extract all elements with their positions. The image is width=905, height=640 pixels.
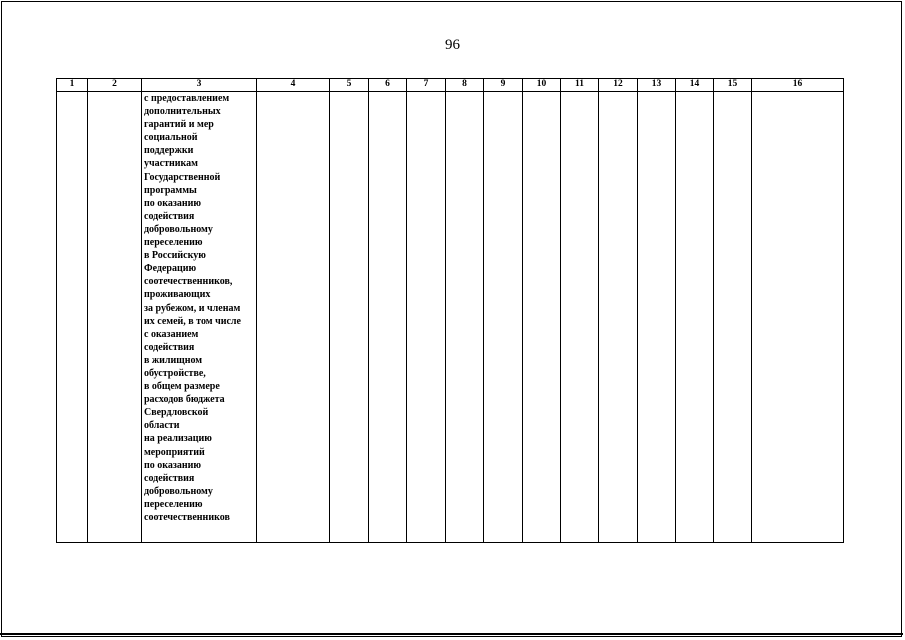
col-header-13: 13 xyxy=(638,79,676,92)
header-row xyxy=(57,79,844,92)
cell-col-8 xyxy=(446,92,484,543)
text-line: проживающих xyxy=(144,289,211,301)
page-number: 96 xyxy=(445,37,460,53)
text-line: на реализацию xyxy=(144,433,212,445)
col-header-6: 6 xyxy=(369,79,407,92)
text-line: содействия xyxy=(144,210,195,222)
text-line: по оказанию xyxy=(144,197,202,209)
cell-col-12 xyxy=(599,92,638,543)
col-header-2: 2 xyxy=(88,79,142,92)
col-header-11: 11 xyxy=(561,79,599,92)
col-header-10: 10 xyxy=(523,79,561,92)
text-line: в общем размере xyxy=(144,381,220,393)
col-header-5: 5 xyxy=(330,79,369,92)
col-header-16: 16 xyxy=(752,79,844,92)
text-line: дополнительных xyxy=(144,106,221,118)
text-line: их семей, в том числе xyxy=(144,315,241,327)
text-line: Федерацию xyxy=(144,263,197,275)
text-line: с оказанием xyxy=(144,328,199,340)
text-line: программы xyxy=(144,184,197,196)
text-line: Государственной xyxy=(144,171,221,183)
text-line: с предоставлением xyxy=(144,93,230,104)
col-header-12: 12 xyxy=(599,79,638,92)
text-line: соотечественников, xyxy=(144,276,233,288)
text-line: в Российскую xyxy=(144,250,206,262)
cell-col-1 xyxy=(57,92,88,543)
col-header-14: 14 xyxy=(676,79,714,92)
text-line: содействия xyxy=(144,341,195,353)
text-line: переселению xyxy=(144,237,203,249)
cell-col-9 xyxy=(484,92,523,543)
text-line: социальной xyxy=(144,132,198,144)
cell-col-2 xyxy=(88,92,142,543)
text-line: добровольному xyxy=(144,223,213,235)
text-line: расходов бюджета xyxy=(144,394,225,406)
table-row xyxy=(57,92,844,543)
text-line: поддержки xyxy=(144,145,194,157)
col-header-9: 9 xyxy=(484,79,523,92)
cell-col-13 xyxy=(638,92,676,543)
text-line: обустройстве, xyxy=(144,367,206,379)
text-line: соотечественников xyxy=(144,512,230,523)
cell-col-3 xyxy=(142,92,257,543)
col-header-1: 1 xyxy=(57,79,88,92)
text-line: за рубежом, и членам xyxy=(144,302,241,314)
cell-col-11 xyxy=(561,92,599,543)
cell-col-15 xyxy=(714,92,752,543)
col-header-3: 3 xyxy=(142,79,257,92)
bottom-rule xyxy=(0,633,903,635)
text-line: содействия xyxy=(144,472,195,484)
cell-col-4 xyxy=(257,92,330,543)
text-line: мероприятий xyxy=(144,446,205,458)
text-line: гарантий и мер xyxy=(144,119,214,131)
text-line: добровольному xyxy=(144,485,213,497)
cell-col-16 xyxy=(752,92,844,543)
col-header-7: 7 xyxy=(407,79,446,92)
col-header-8: 8 xyxy=(446,79,484,92)
text-line: по оказанию xyxy=(144,459,202,471)
cell-col-5 xyxy=(330,92,369,543)
text-line: переселению xyxy=(144,498,203,510)
col-header-4: 4 xyxy=(257,79,330,92)
text-line: в жилищном xyxy=(144,354,203,366)
text-line: области xyxy=(144,420,180,432)
col-header-15: 15 xyxy=(714,79,752,92)
text-line: Свердловской xyxy=(144,407,209,419)
cell-col-14 xyxy=(676,92,714,543)
data-table xyxy=(56,78,844,543)
text-line: участникам xyxy=(144,158,198,170)
cell-col-10 xyxy=(523,92,561,543)
cell-col-7 xyxy=(407,92,446,543)
cell-col-6 xyxy=(369,92,407,543)
